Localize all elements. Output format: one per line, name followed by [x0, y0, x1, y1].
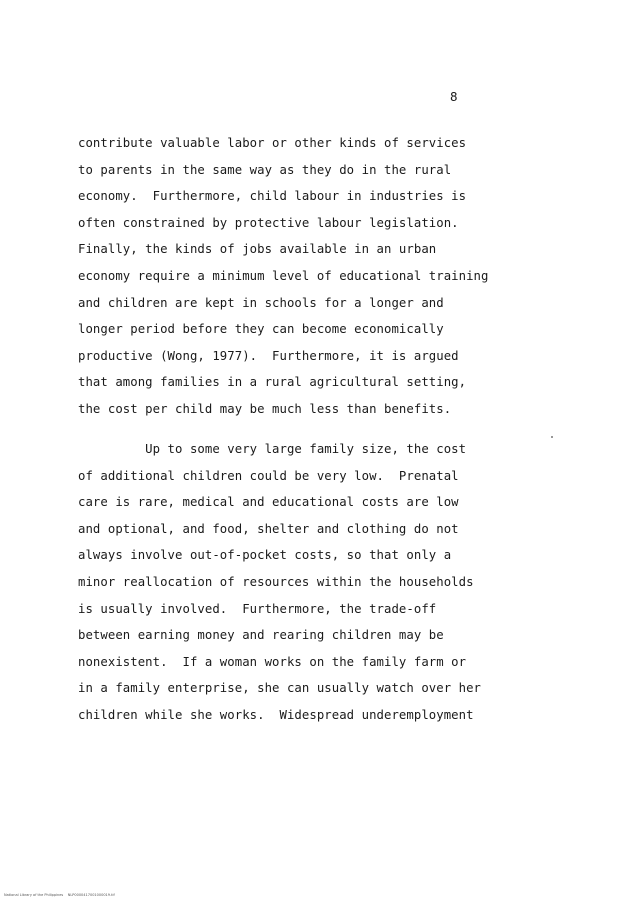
text-line: the cost per child may be much less than benefits.: [78, 401, 452, 416]
text-line: productive (Wong, 1977). Furthermore, it is argued: [78, 348, 459, 363]
paragraph-1: [78, 130, 488, 423]
text-line: economy require a minimum level of educational training: [78, 268, 489, 283]
text-line: care is rare, medical and educational costs are low: [78, 495, 459, 510]
text-line: that among families in a rural agricultural setting,: [78, 375, 467, 390]
text-line: economy. Furthermore, child labour in industries is: [78, 189, 467, 204]
text-line: contribute valuable labor or other kinds of services: [78, 136, 467, 150]
text-line: is usually involved. Furthermore, the trade-off: [78, 601, 437, 616]
text-line: in a family enterprise, she can usually watch over her: [78, 681, 482, 696]
text-line: always involve out-of-pocket costs, so that only a: [78, 548, 452, 563]
text-line: and optional, and food, shelter and clothing do not: [78, 521, 459, 536]
text-line: nonexistent. If a woman works on the family farm or: [78, 654, 467, 669]
text-line: children while she works. Widespread underemployment: [78, 707, 474, 722]
paragraph-2: [78, 436, 481, 729]
scan-footer-stamp: National Library of the Philippines NLP0000417001000019.tif: [4, 893, 115, 897]
text-line: between earning money and rearing children may be: [78, 628, 444, 643]
text-line: minor reallocation of resources within the households: [78, 574, 474, 589]
text-line: Finally, the kinds of jobs available in an urban: [78, 242, 437, 257]
text-line: and children are kept in schools for a longer and: [78, 295, 444, 310]
text-line: often constrained by protective labour legislation.: [78, 215, 459, 230]
text-line: longer period before they can become economically: [78, 322, 444, 337]
text-line: Up to some very large family size, the cost: [78, 442, 467, 456]
page-number: 8: [450, 89, 458, 104]
text-line: to parents in the same way as they do in the rural: [78, 162, 452, 177]
scan-speck: [551, 436, 553, 438]
text-line: of additional children could be very low. Prenatal: [78, 468, 459, 483]
